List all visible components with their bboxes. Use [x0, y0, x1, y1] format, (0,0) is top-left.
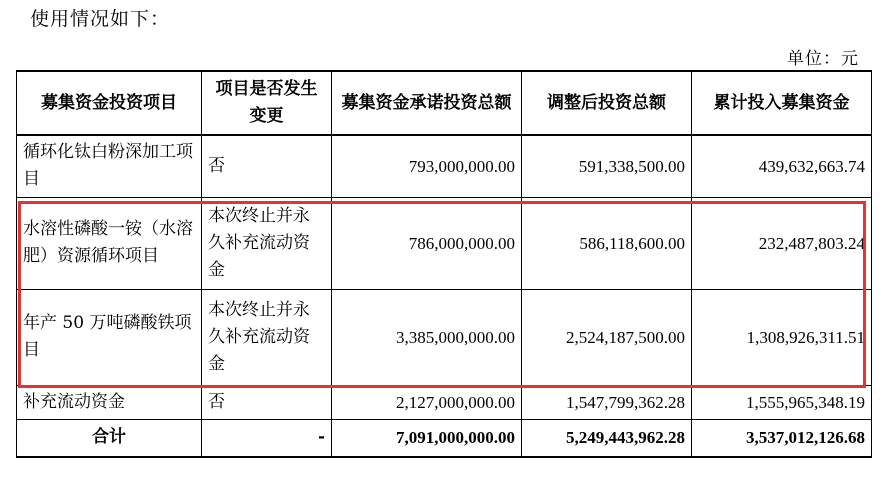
table-row	[17, 385, 872, 419]
total-row	[17, 419, 872, 457]
cell-project: 年产 50 万吨磷酸铁项目	[17, 289, 202, 385]
total-label: 合计	[17, 419, 202, 457]
total-adjusted: 5,249,443,962.28	[522, 419, 692, 457]
cell-changed: 否	[202, 135, 332, 197]
cell-cumulative: 232,487,803.24	[692, 197, 872, 289]
table-row	[17, 289, 872, 385]
cell-project: 循环化钛白粉深加工项目	[17, 135, 202, 197]
cell-committed: 786,000,000.00	[332, 197, 522, 289]
unit-label: 单位：元	[787, 49, 859, 69]
cell-adjusted: 1,547,799,362.28	[522, 385, 692, 419]
cell-cumulative: 439,632,663.74	[692, 135, 872, 197]
total-changed: -	[202, 419, 332, 457]
table-row	[17, 197, 872, 289]
cell-project: 补充流动资金	[17, 385, 202, 419]
cell-committed: 3,385,000,000.00	[332, 289, 522, 385]
table-row	[17, 135, 872, 197]
total-committed: 7,091,000,000.00	[332, 419, 522, 457]
fund-usage-table	[16, 70, 872, 458]
cell-adjusted: 586,118,600.00	[522, 197, 692, 289]
cell-committed: 2,127,000,000.00	[332, 385, 522, 419]
header-changed: 项目是否发生变更	[202, 71, 332, 135]
cell-changed: 否	[202, 385, 332, 419]
cell-project: 水溶性磷酸一铵（水溶肥）资源循环项目	[17, 197, 202, 289]
intro-text: 使用情况如下：	[30, 8, 171, 30]
cell-changed: 本次终止并永久补充流动资金	[202, 289, 332, 385]
cell-adjusted: 591,338,500.00	[522, 135, 692, 197]
cell-cumulative: 1,555,965,348.19	[692, 385, 872, 419]
header-project: 募集资金投资项目	[17, 71, 202, 135]
header-cumulative: 累计投入募集资金	[692, 71, 872, 135]
cell-adjusted: 2,524,187,500.00	[522, 289, 692, 385]
cell-committed: 793,000,000.00	[332, 135, 522, 197]
header-adjusted: 调整后投资总额	[522, 71, 692, 135]
total-cumulative: 3,537,012,126.68	[692, 419, 872, 457]
header-committed: 募集资金承诺投资总额	[332, 71, 522, 135]
table-header-row	[17, 71, 872, 135]
cell-changed: 本次终止并永久补充流动资金	[202, 197, 332, 289]
cell-cumulative: 1,308,926,311.51	[692, 289, 872, 385]
